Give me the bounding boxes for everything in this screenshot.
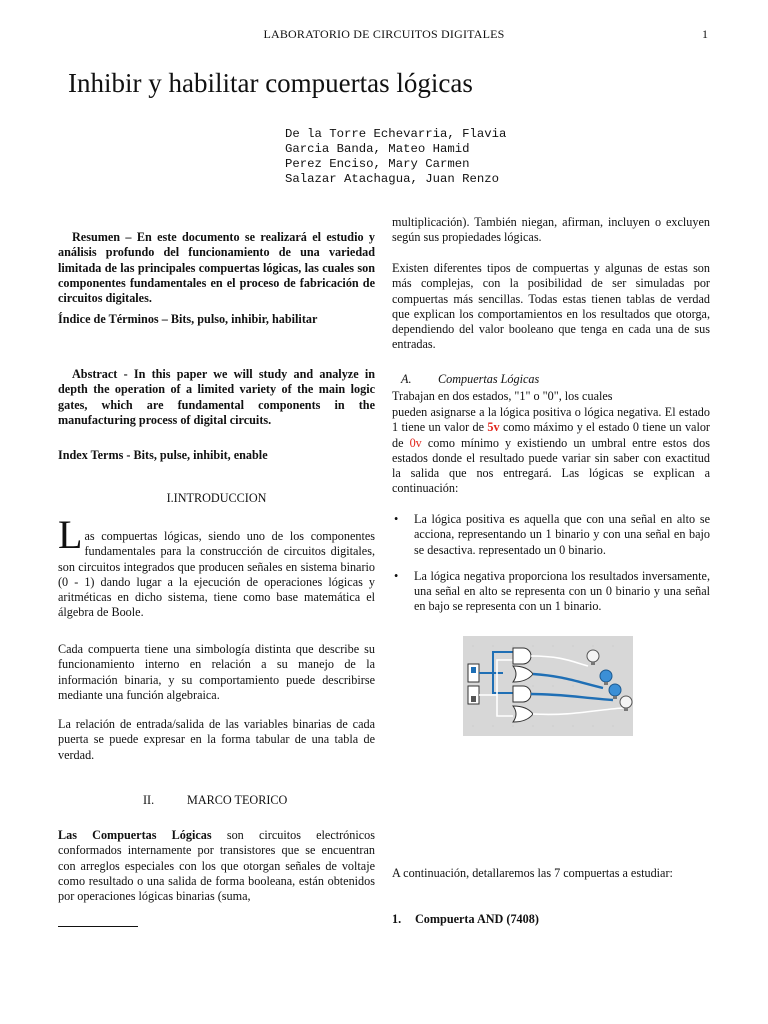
bullet-text: La lógica negativa proporciona los resultados inversamente, una señal en alto se representa con un 0 binario y una señal en bajo se representa con un 1 binario. [414, 568, 710, 614]
resumen-paragraph: Resumen – En este documento se realizará el estudio y análisis profundo del funcionamiento de una variedad limitada de las principales compuertas lógicas, las cuales son componentes fundamentales en el proceso de fabricación de circuitos digitales. [58, 230, 375, 306]
voltage-5v: 5v [487, 420, 500, 435]
list-item [392, 569, 710, 615]
logic-gate-circuit-figure [463, 636, 633, 736]
author-name: Garcia Banda, Mateo Hamid [285, 142, 470, 156]
sub-letter: A. [401, 372, 412, 386]
marco-number: II. [143, 793, 155, 807]
gate-heading: Compuerta AND (7408) [415, 912, 539, 926]
continuation-line: A continuación, detallaremos las 7 compuertas a estudiar: [392, 866, 673, 880]
bullet-icon: • [394, 568, 399, 583]
states-text-a: pueden asignarse a la lógica positiva o lógica negativa. El estado 1 tiene un valor de [392, 405, 710, 435]
marco-paragraph [58, 828, 375, 904]
states-text-c: como mínimo y existiendo un umbral entre estos dos estados donde el resultado puede variar sin saber con exactitud la salida que nos entregará. Las lógicas se explican a continuación: [392, 435, 710, 496]
page-number: 1 [702, 27, 708, 41]
author-list [285, 127, 506, 187]
indice-terminos: Índice de Términos – Bits, pulso, inhibir, habilitar [58, 312, 318, 326]
bullet-text: La lógica positiva es aquella que con una señal en alto se acciona, representando un 1 binario y con una señal en bajo se desactiva. representado un 0 binario. [414, 512, 710, 557]
states-text-b: como máximo y el estado 0 tiene un valor de [392, 420, 710, 450]
intro-heading: I.INTRODUCCION [166, 491, 267, 505]
footnote-rule [58, 926, 138, 927]
list-item [392, 512, 710, 558]
abstract-paragraph: Abstract - In this paper we will study and analyze in depth the operation of a limited variety of the main logic gates, which are fundamental components in the manufacturing process of digital circuits. [58, 367, 375, 427]
gate-number: 1. [392, 912, 402, 926]
drop-cap: L [58, 512, 83, 557]
cont-paragraph-2: Existen diferentes tipos de compuertas y algunas de estas son más complejas, con la posibilidad de ser simuladas por compuertas más sencillas. Todas estas tienen tablas de verdad que explican los comportamientos en los resultados que otorga, dependiendo del valor booleano que tenga en cada una de sus entradas. [392, 261, 710, 352]
marco-heading: MARCO TEORICO [187, 793, 288, 807]
voltage-0v: 0v [409, 435, 422, 450]
bullet-icon: • [394, 512, 399, 526]
intro-paragraph-1 [58, 512, 375, 621]
states-paragraph [392, 405, 710, 497]
author-name: Perez Enciso, Mary Carmen [285, 157, 470, 171]
circuit-illustration [463, 636, 633, 736]
index-terms: Index Terms - Bits, pulse, inhibit, enable [58, 448, 268, 462]
marco-text: son circuitos electrónicos conformados internamente por transistores que se encuentran con arreglos especiales con los que otorgan señales de voltaje como resultado o una salida de forma booleana, están obtenidos por operaciones lógicas binarias (suma, [58, 828, 376, 904]
running-title: LABORATORIO DE CIRCUITOS DIGITALES [263, 27, 505, 41]
intro-paragraph-2: Cada compuerta tiene una simbología distinta que describe su funcionamiento interno en relación a su manejo de la información binaria, y su comportamiento puede describirse mediante una función algebraica. [58, 642, 375, 702]
sub-heading: Compuertas Lógicas [438, 372, 540, 386]
states-intro-line: Trabajan en dos estados, "1" o "0", los cuales [392, 389, 613, 403]
author-name: De la Torre Echevarria, Flavia [285, 127, 507, 141]
logic-bullet-list [392, 512, 710, 626]
marco-term: Las Compuertas Lógicas [58, 828, 212, 842]
intro-paragraph-3: La relación de entrada/salida de las variables binarias de cada puerta se puede expresar en la forma tabular de una tabla de verdad. [58, 717, 375, 762]
author-name: Salazar Atachagua, Juan Renzo [285, 172, 500, 186]
paper-title: Inhibir y habilitar compuertas lógicas [68, 68, 473, 98]
intro-text: as compuertas lógicas, siendo uno de los componentes fundamentales para la construcción de circuitos digitales, son circuitos integrados que producen señales en sistema binario (0 - 1) dando lugar a la ejecución de operaciones lógicas y aritméticas en dicho sistema, tiene como base matemática el álgebra de Boole. [58, 529, 375, 620]
cont-paragraph-1: multiplicación). También niegan, afirman, incluyen o excluyen según sus propiedades lógicas. [392, 215, 710, 245]
